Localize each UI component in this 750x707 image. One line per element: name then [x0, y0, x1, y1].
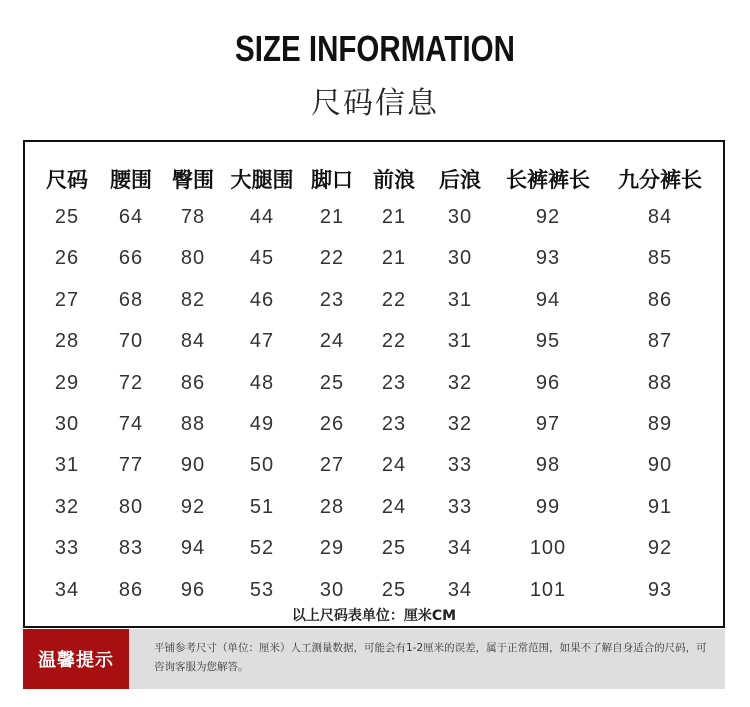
cell-leg-opening: 26: [319, 413, 345, 435]
cell-hip: 84: [180, 330, 206, 353]
cell-thigh: 48: [249, 371, 275, 394]
cell-waist: 70: [118, 330, 144, 353]
cell-long-pants-length: 100: [529, 537, 567, 560]
cell-front-rise: 24: [381, 454, 407, 477]
cell-thigh: 51: [249, 495, 275, 518]
cell-waist: 74: [118, 413, 144, 435]
cell-back-rise: 30: [447, 247, 473, 270]
cell-leg-opening: 29: [319, 537, 345, 560]
tip-label: 温馨提示: [23, 629, 129, 689]
cell-waist: 68: [118, 288, 144, 311]
cell-back-rise: 32: [447, 413, 473, 435]
cell-leg-opening: 27: [319, 454, 345, 477]
cell-front-rise: 23: [381, 413, 407, 435]
cell-ankle-pants-length: 86: [647, 288, 673, 311]
cell-size: 32: [54, 495, 80, 518]
unit-note: 以上尺码表单位：厘米CM: [291, 608, 457, 624]
cell-hip: 86: [180, 371, 206, 394]
cell-leg-opening: 25: [319, 371, 345, 394]
cell-ankle-pants-length: 92: [647, 537, 673, 560]
cell-size: 29: [54, 371, 80, 394]
cell-front-rise: 25: [381, 578, 407, 601]
cell-waist: 64: [118, 206, 144, 228]
header-leg-opening: 脚口: [311, 168, 353, 192]
cell-long-pants-length: 99: [535, 495, 561, 518]
cell-long-pants-length: 92: [535, 206, 561, 228]
cell-back-rise: 31: [447, 330, 473, 353]
cell-size: 28: [54, 330, 80, 353]
cell-front-rise: 21: [381, 247, 407, 270]
header-thigh: 大腿围: [230, 168, 294, 192]
header-front-rise: 前浪: [373, 168, 415, 192]
cell-long-pants-length: 98: [535, 454, 561, 477]
cell-back-rise: 30: [447, 206, 473, 228]
header-waist: 腰围: [110, 168, 152, 192]
cell-leg-opening: 21: [319, 206, 345, 228]
cell-front-rise: 21: [381, 206, 407, 228]
cell-size: 30: [54, 413, 80, 435]
cell-leg-opening: 24: [319, 330, 345, 353]
header-back-rise: 后浪: [439, 168, 481, 192]
cell-back-rise: 31: [447, 288, 473, 311]
cell-thigh: 50: [249, 454, 275, 477]
cell-thigh: 46: [249, 288, 275, 311]
cell-back-rise: 34: [447, 578, 473, 601]
page-title-english: SIZE INFORMATION: [235, 28, 515, 69]
cell-ankle-pants-length: 91: [647, 495, 673, 518]
cell-long-pants-length: 96: [535, 371, 561, 394]
cell-thigh: 53: [249, 578, 275, 601]
cell-back-rise: 34: [447, 537, 473, 560]
cell-long-pants-length: 101: [529, 578, 567, 601]
header-ankle-pants-length: 九分裤长: [618, 168, 702, 192]
cell-size: 25: [54, 206, 80, 228]
cell-hip: 78: [180, 206, 206, 228]
cell-front-rise: 22: [381, 288, 407, 311]
cell-hip: 90: [180, 454, 206, 477]
cell-ankle-pants-length: 88: [647, 371, 673, 394]
cell-size: 26: [54, 247, 80, 270]
cell-front-rise: 25: [381, 537, 407, 560]
cell-size: 33: [54, 537, 80, 560]
cell-leg-opening: 22: [319, 247, 345, 270]
cell-front-rise: 22: [381, 330, 407, 353]
cell-thigh: 45: [249, 247, 275, 270]
header-long-pants-length: 长裤裤长: [506, 168, 590, 192]
cell-waist: 80: [118, 495, 144, 518]
cell-leg-opening: 30: [319, 578, 345, 601]
header-size: 尺码: [46, 168, 88, 192]
cell-front-rise: 23: [381, 371, 407, 394]
cell-thigh: 44: [249, 206, 275, 228]
cell-ankle-pants-length: 93: [647, 578, 673, 601]
cell-size: 34: [54, 578, 80, 601]
cell-hip: 94: [180, 537, 206, 560]
cell-hip: 92: [180, 495, 206, 518]
cell-front-rise: 24: [381, 495, 407, 518]
cell-waist: 66: [118, 247, 144, 270]
cell-waist: 77: [118, 454, 144, 477]
cell-ankle-pants-length: 84: [647, 206, 673, 228]
cell-long-pants-length: 93: [535, 247, 561, 270]
cell-leg-opening: 23: [319, 288, 345, 311]
cell-size: 27: [54, 288, 80, 311]
tip-text: 平铺参考尺寸（单位：厘米）人工测量数据，可能会有1-2厘米的误差，属于正常范围，如果不了解自身适合的尺码，可咨询客服为您解答。: [154, 642, 707, 673]
cell-long-pants-length: 94: [535, 288, 561, 311]
size-table: [23, 140, 725, 628]
cell-thigh: 49: [249, 413, 275, 435]
cell-waist: 83: [118, 537, 144, 560]
cell-hip: 88: [180, 413, 206, 435]
cell-waist: 86: [118, 578, 144, 601]
cell-leg-opening: 28: [319, 495, 345, 518]
cell-ankle-pants-length: 90: [647, 454, 673, 477]
tip-bar: [23, 629, 725, 689]
cell-thigh: 47: [249, 330, 275, 353]
cell-ankle-pants-length: 85: [647, 247, 673, 270]
cell-thigh: 52: [249, 537, 275, 560]
cell-long-pants-length: 95: [535, 330, 561, 353]
cell-back-rise: 33: [447, 454, 473, 477]
cell-hip: 80: [180, 247, 206, 270]
cell-ankle-pants-length: 87: [647, 330, 673, 353]
cell-ankle-pants-length: 89: [647, 413, 673, 435]
cell-long-pants-length: 97: [535, 413, 561, 435]
cell-back-rise: 33: [447, 495, 473, 518]
page-title-chinese: 尺码信息: [311, 86, 439, 121]
cell-hip: 96: [180, 578, 206, 601]
header-hip: 臀围: [172, 168, 214, 192]
cell-back-rise: 32: [447, 371, 473, 394]
cell-waist: 72: [118, 371, 144, 394]
cell-hip: 82: [180, 288, 206, 311]
cell-size: 31: [54, 454, 80, 477]
